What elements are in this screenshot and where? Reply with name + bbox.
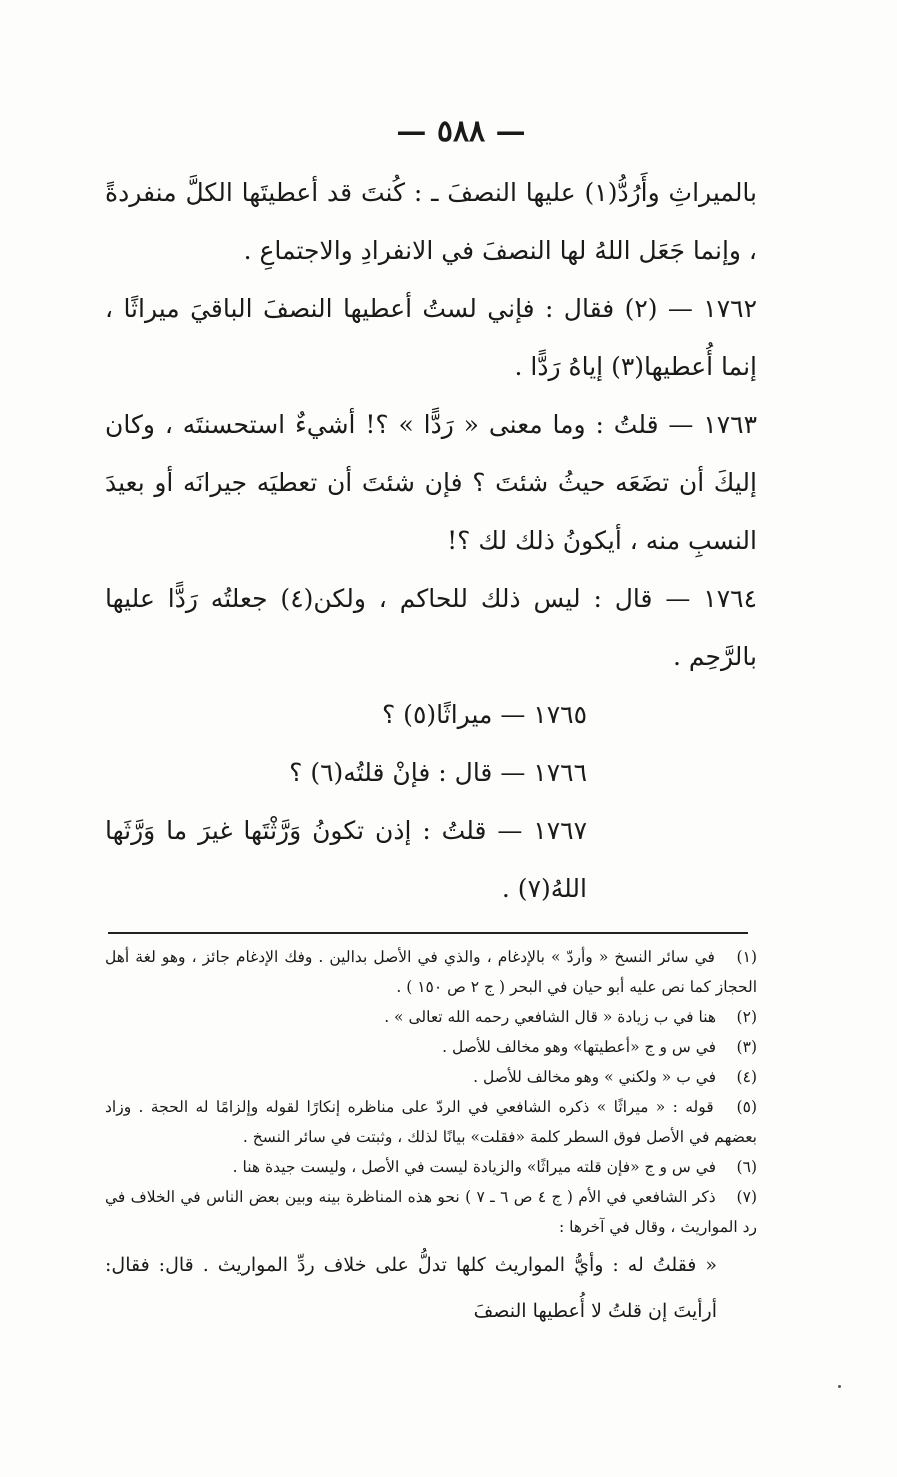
footnote-6 [105,1152,757,1182]
footnote-number: (٢) [736,1008,757,1026]
footnote-number: (٧) [736,1188,757,1206]
footnote-text: ذكر الشافعي في الأم ( ج ٤ ص ٦ ـ ٧ ) نحو هذه المناظرة بينه وبين بعض الناس في الخلاف في رد المواريث ، وقال في آخرها : [105,1188,757,1236]
footnotes [105,942,757,1334]
footnote-text: قوله : « ميراثًا » ذكره الشافعي في الردّ على مناظره إنكارًا لقوله وإلزامًا له الحجة . وزاد بعضهم في الأصل فوق السطر كلمة «فقلت» بيانًا لذلك ، وثبتت في سائر النسخ . [105,1098,757,1146]
footnote-5 [105,1092,757,1152]
footnote-7-quote: « فقلتُ له : وأيُّ المواريث كلها تدلُّ على خلاف ردِّ المواريث . قال: فقال: أرأيتَ إن قلتُ لا أُعطيها النصفَ [105,1254,717,1322]
footnote-text: في ب « ولكني » وهو مخالف للأصل . [473,1068,717,1086]
footnote-divider [108,932,748,934]
footnote-2 [105,1002,757,1032]
footnote-4 [105,1062,757,1092]
footnote-text: في س و ج «فإن قلته ميراثًا» والزيادة ليست في الأصل ، وليست جيدة هنا . [232,1158,717,1176]
paragraph-1: بالميراثِ وأَرُدُّ(١) عليها النصفَ ـ : كُنتَ قد أعطيتَها الكلَّ منفردةً ، وإنما جَعَل اللهُ لها النصفَ في الانفرادِ والاجتماعِ . [105,178,758,265]
footnote-number: (١) [736,948,757,966]
scan-speck [838,1385,841,1388]
paragraph-1764: ١٧٦٤ — قال : ليس ذلك للحاكم ، ولكن(٤) جعلتُه رَدًّا عليها بالرَّحِم . [105,584,757,671]
footnote-text: في سائر النسخ « وأردّ » بالإدغام ، والذي في الأصل بدالين . وفك الإدغام جائز ، وهو لغة أهل الحجاز كما نص عليه أبو حيان في البحر ( ج ٢ ص ١٥٠ ) . [105,948,757,996]
main-text [105,164,757,918]
footnote-text: هنا في ب زيادة « قال الشافعي رحمه الله تعالى » . [384,1008,717,1026]
footnote-7 [105,1182,757,1242]
paragraph-1763: ١٧٦٣ — قلتُ : وما معنى « رَدًّا » ؟! أشيءٌ استحسنتَه ، وكان إليكَ أن تضَعَه حيثُ شئتَ ؟ فإن شئتَ أن تعطيَه جيرانَه أو بعيدَ النسبِ منه ، أيكونُ ذلك لك ؟! [105,410,757,555]
footnote-number: (٦) [736,1158,757,1176]
footnote-3 [105,1032,757,1062]
paragraph-1767: ١٧٦٧ — قلتُ : إذن تكونُ وَرَّثْتَها غيرَ ما وَرَّثَها اللهُ(٧) . [105,816,587,903]
paragraph-1765: ١٧٦٥ — ميراثًا(٥) ؟ [381,700,587,729]
footnote-text: في س و ج «أعطيتها» وهو مخالف للأصل . [442,1038,717,1056]
footnote-1 [105,942,757,1002]
footnote-number: (٣) [736,1038,757,1056]
footnote-number: (٥) [736,1098,757,1116]
footnote-number: (٤) [736,1068,757,1086]
paragraph-1766: ١٧٦٦ — قال : فإنْ قلتُه(٦) ؟ [289,758,587,787]
page-number: — ٥٨٨ — [396,114,526,149]
paragraph-1762: ١٧٦٢ — (٢) فقال : فإني لستُ أعطيها النصفَ الباقيَ ميراثًا ، إنما أُعطيها(٣) إياهُ رَدًّا . [105,294,757,381]
